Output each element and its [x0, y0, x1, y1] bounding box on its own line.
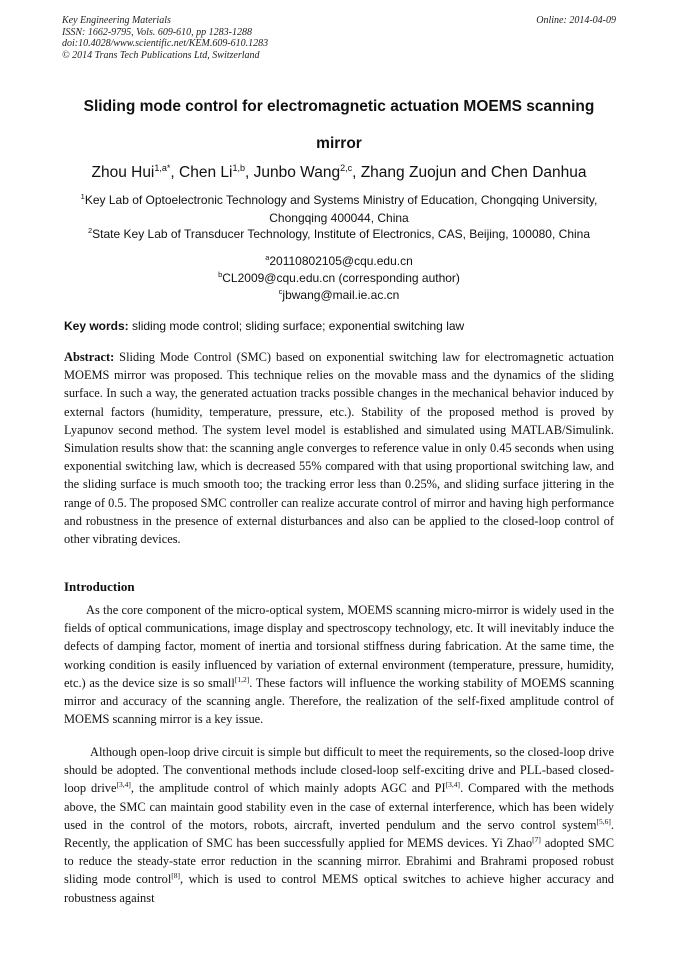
citation-ref[interactable]: [3,4]	[445, 780, 461, 790]
author-superscript: 1,b	[232, 163, 245, 173]
author-name: Zhang Zuojun and Chen Danhua	[360, 164, 587, 181]
issn-line: ISSN: 1662-9795, Vols. 609-610, pp 1283-1288	[62, 26, 252, 38]
citation-ref[interactable]: [8]	[171, 871, 181, 881]
email-c-address[interactable]: jbwang@mail.ie.ac.cn	[282, 288, 400, 302]
abstract-label: Abstract:	[64, 350, 115, 364]
keywords	[64, 318, 614, 334]
email-a-marker: a	[265, 253, 270, 262]
keywords-text: sliding mode control; sliding surface; exponential switching law	[128, 319, 465, 333]
copyright-line: © 2014 Trans Tech Publications Ltd, Switzerland	[62, 49, 260, 61]
author-name: Junbo Wang	[253, 164, 341, 181]
affiliation-1-line-1: Key Lab of Optoelectronic Technology and Systems Ministry of Education, Chongqing University,	[84, 193, 598, 207]
paragraph-text: As the core component of the micro-optical system, MOEMS scanning micro-mirror is widely used in the fields of optical communications, image display and spectroscopy technology, etc. It will inevitably induce the defects of damping factor, moment of inertia and torsional stiffness during fabrication. At the same time, the working condition is easily influenced by variation of external environment (temperature, pressure, humidity, etc.) as the device size is so small	[64, 603, 614, 690]
citation-ref[interactable]: [7]	[532, 835, 541, 845]
title-line-2: mirror	[316, 135, 362, 152]
email-b-marker: b	[218, 270, 223, 279]
author-superscript: 1,a*	[154, 163, 171, 173]
author-list	[20, 158, 658, 183]
citation-ref[interactable]: [5,6]	[596, 816, 611, 826]
citation-ref[interactable]: [3,4]	[116, 780, 131, 790]
author-name: Chen Li	[179, 164, 233, 181]
affiliation-2-marker: 2	[87, 226, 93, 235]
introduction-paragraph-1	[64, 601, 614, 728]
paragraph-text: , the amplitude control of which mainly adopts AGC and PI	[130, 781, 446, 796]
introduction-paragraph-2	[64, 743, 614, 907]
title-line-1: Sliding mode control for electromagnetic actuation MOEMS scanning	[83, 98, 595, 115]
author-name: Zhou Hui	[91, 164, 155, 181]
paragraph-text: . These factors will influence the working stability of MOEMS scanning mirror and accuracy of the scanning angle. Therefore, the realization of the self-fixed amplitude control of MOEMS scanning mirror is a key issue.	[64, 675, 615, 727]
author-superscript: 2,c	[340, 163, 353, 173]
affiliation-1-marker: 1	[80, 192, 85, 201]
abstract-text: Sliding Mode Control (SMC) based on exponential switching law for electromagnetic actuation MOEMS mirror was proposed. This technique relies on the movable mass and the dynamics of the sliding surface. In such a way, the generated actuation tracks possible changes in the mechanical behavior induced by external factors (humidity, temperature, pressure, etc.). Stability of the proposed method is proved by Lyapunov second method. The system level model is established and simulated using MATLAB/Simulink. Simulation results show that: the scanning angle converges to reference value in only 0.45 seconds when using exponential switching law, which is decreased 55% compared with that using proportional switching law, and the sliding surface is much smooth too; the tracking error less than 0.25%, and sliding surface jittering in the range of 0.5. The proposed SMC controller can realize accurate control of mirror and having high performance and robustness in the presence of external disturbances and also can be applied to the closed-loop control of other vibrating devices.	[64, 350, 614, 547]
journal-name: Key Engineering Materials	[62, 15, 171, 26]
doi-line: doi:10.4028/www.scientific.net/KEM.609-610.1283	[62, 38, 269, 50]
citation-ref[interactable]: [1,2]	[234, 674, 250, 684]
journal-header	[62, 15, 616, 61]
paragraph-text: . Recently, the application of SMC has been successfully applied for MEMS devices. Yi Zhao	[64, 817, 614, 851]
paper-title	[40, 88, 638, 162]
keywords-label: Key words:	[64, 319, 129, 333]
email-b-address[interactable]: CL2009@cqu.edu.cn (corresponding author)	[222, 271, 460, 285]
paragraph-text: , which is used to control MEMS optical switches to achieve higher accuracy and robustness against	[64, 872, 614, 905]
author-separator: ,	[352, 164, 361, 181]
paragraph-text: adopted SMC to reduce the steady-state error reduction in the scanning mirror. Ebrahimi and Brahrami proposed robust sliding mode control	[64, 836, 615, 887]
author-separator: ,	[170, 164, 180, 181]
abstract	[64, 348, 614, 548]
online-date: Online: 2014-04-09	[536, 15, 616, 26]
paragraph-text: . Compared with the methods above, the SMC can maintain good stability even in the case of external interference, which has been widely used in the control of the motors, robots, aircraft, inverted pendulum and the servo control system	[64, 781, 614, 832]
author-separator: ,	[244, 164, 254, 181]
email-c-marker: c	[278, 287, 283, 296]
email-c	[40, 284, 638, 303]
affiliation-2	[50, 222, 628, 244]
affiliation-2-text: State Key Lab of Transducer Technology, Institute of Electronics, CAS, Beijing, 100080, China	[92, 227, 591, 241]
section-heading-introduction: Introduction	[64, 579, 135, 594]
affiliation-1-line-2: Chongqing 400044, China	[269, 210, 409, 225]
email-a-address[interactable]: 20110802105@cqu.edu.cn	[269, 254, 413, 268]
paragraph-text: Although open-loop drive circuit is simple but difficult to meet the requirements, so the closed-loop drive should be adopted. The conventional methods include closed-loop self-exciting drive and PLL-based closed-loop drive	[64, 745, 614, 796]
